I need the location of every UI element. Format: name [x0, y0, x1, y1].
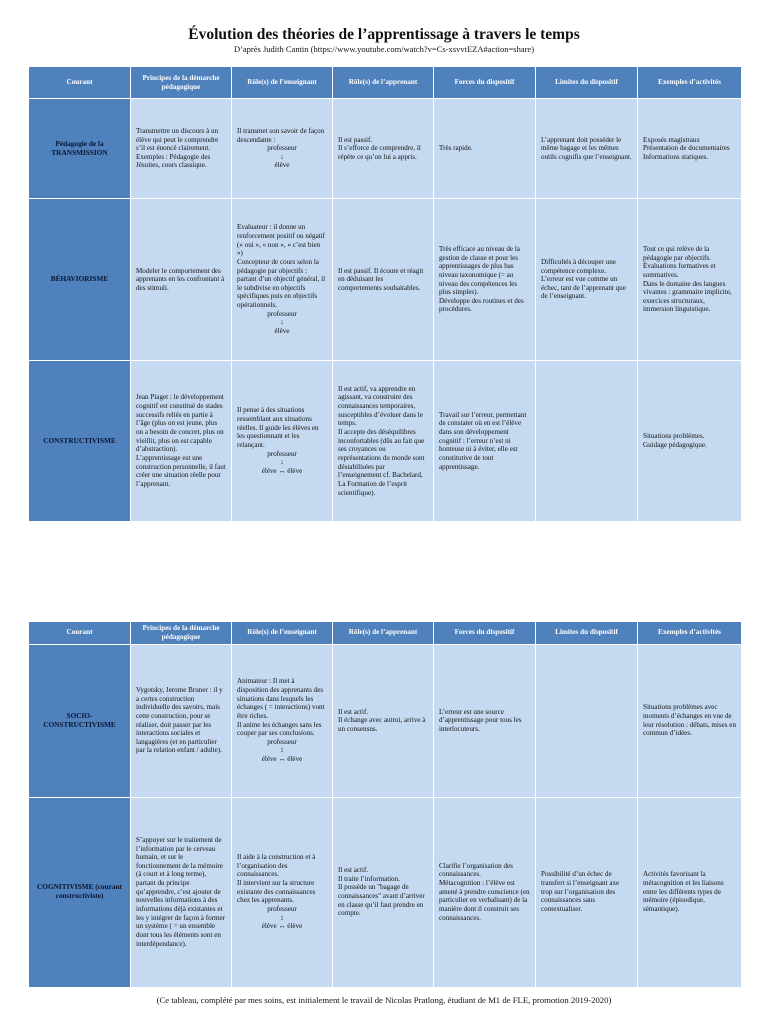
theories-table-2 — [28, 621, 742, 988]
header-role-apprenant: Rôle(s) de l’apprenant — [333, 622, 434, 645]
cell-text-line: Activités favorisant la métacognition et les liaisons entre les différents types de mémoire (épisodique, sémantique). — [643, 870, 724, 914]
cell-text-line: Informations statiques. — [643, 152, 709, 161]
role-enseignant-cell — [232, 361, 333, 522]
cell-text-line: Exposés magistraux — [643, 135, 700, 144]
cell-text-line: S’appuyer sur le traitement de l’information par le cerveau humain, et sur le fonctionnement de la mémoire (à court et à long terme), partant du principe qu’apprendre, c’est ajouter de nouvelles informations à des informations déjà existantes et les y intégrer de façon à former un système ( = un ensemble dont tous les éléments sont en interdépendance). — [136, 835, 226, 948]
forces-cell — [434, 361, 536, 522]
cell-text-line: Il anime les échanges sans les couper par ses conclusions. — [237, 720, 322, 738]
cell-text-line: L’apprentissage est une construction personnelle, il faut créer une situation réelle pour l’apprenant. — [136, 453, 226, 488]
cell-text-line: Transmettre un discours à un élève qui peut le comprendre s’il est énoncé clairement. — [136, 126, 219, 153]
forces-cell — [434, 199, 536, 361]
row-courant-name: Pédagogie de la TRANSMISSION — [29, 99, 131, 199]
table-row — [29, 797, 742, 987]
cell-text-line: élève — [274, 161, 290, 170]
cell-text-line: élève ↔ élève — [261, 755, 303, 764]
cell-text-line: Situations problèmes. — [643, 432, 705, 441]
role-enseignant-cell — [232, 797, 333, 987]
limites-cell — [536, 199, 638, 361]
cell-text-line: Il pense à des situations ressemblant aux situations réelles. Il guide les élèves en les questionnant et les relançant. — [237, 406, 319, 449]
header-role-enseignant: Rôle(s) de l’enseignant — [232, 67, 333, 99]
cell-text-line: professeur — [267, 737, 297, 746]
cell-text-line: L’erreur est une source d’apprentissage pour tous les interlocuteurs. — [439, 707, 522, 733]
cell-text-line: Evaluateur : il donne un renforcement positif ou négatif (« oui », « non », « c’est bien ») — [237, 223, 326, 258]
cell-text-line: professeur — [267, 144, 297, 153]
cell-text-line: Très efficace au niveau de la gestion de classe et pour les apprentissages de plus bas niveau taxonomique (= au niveau des compétences les plus simples). — [439, 244, 520, 297]
header-role-enseignant: Rôle(s) de l’enseignant — [232, 622, 333, 645]
cell-text-line: L’erreur est vue comme un échec, tant de l’apprenant que de l’enseignant. — [541, 275, 626, 301]
header-forces: Forces du dispositif — [434, 622, 536, 645]
cell-text-line: Il traite l’information. — [338, 874, 401, 883]
cell-text-line: élève ↔ élève — [261, 922, 303, 931]
table-row — [29, 361, 742, 522]
cell-text-line: ↓ — [280, 318, 284, 327]
cell-text-line: Concepteur de cours selon la pédagogie par objectifs : partant d’un objectif général, il le subdivise en objectifs spécifiques puis en objectifs opérationnels. — [237, 257, 326, 310]
forces-cell — [434, 797, 536, 987]
row-courant-name: CONSTRUCTIVISME — [29, 361, 131, 522]
cell-text-line: Travail sur l’erreur, permettant de constater où en est l’élève dans son développement cognitif : l’erreur n’est ni honteuse ni à éviter, elle est constitutive de tout apprentissage. — [439, 410, 527, 471]
cell-text-line: élève ↔ élève — [261, 466, 303, 475]
cell-text-line: Il intervient sur la structure existante des connaissances chez les apprenants. — [237, 879, 316, 905]
cell-text-line: Situations problèmes avec moments d’échanges en vue de leur résolution : débats, mises en commun d’idées. — [643, 703, 736, 738]
header-limites: Limites du dispositif — [536, 67, 638, 99]
row-courant-name: SOCIO-CONSTRUCTIVISME — [29, 644, 131, 797]
cell-text-line: Possibilité d’un échec de transfert si l’enseignant axe trop sur l’organisation des connaissances sans contextualiser. — [541, 870, 620, 914]
role-enseignant-cell — [232, 199, 333, 361]
cell-text-line: professeur — [267, 449, 297, 458]
header-exemples: Exemples d’activités — [638, 67, 742, 99]
cell-text-line: Guidage pédagogique. — [643, 441, 707, 449]
forces-cell — [434, 644, 536, 797]
page-subtitle: D’après Judith Cantin (https://www.youtube.com/watch?v=Cs-xsvvtEZA#action=share) — [233, 44, 535, 54]
cell-text-line: Très rapide. — [439, 144, 473, 153]
principes-cell — [131, 797, 232, 987]
principes-cell — [131, 199, 232, 361]
cell-text-line: élève — [274, 327, 290, 336]
header-courant: Courant — [29, 67, 131, 99]
cell-text-line: Jean Piaget : le développement cognitif est constitué de stades successifs reliés en partie à l’âge (plus on est jeune, plus on a besoin de concret, plus on vieillit, plus on est capable d’abstraction). — [136, 393, 224, 454]
cell-text-line: Il aide à la construction et à l’organisation des connaissances. — [237, 853, 316, 879]
cell-text-line: Dans le domaine des langues vivantes : grammaire implicite, exercices structuraux, immersion linguistique. — [643, 279, 732, 314]
limites-cell — [536, 99, 638, 199]
principes-cell — [131, 644, 232, 797]
header-limites: Limites du dispositif — [536, 622, 638, 645]
cell-text-line: ↕ — [280, 746, 284, 755]
row-courant-name: COGNITIVISME (courant constructiviste) — [29, 797, 131, 987]
role-enseignant-cell — [232, 644, 333, 797]
theories-table-1 — [28, 66, 742, 522]
exemples-cell — [638, 99, 742, 199]
cell-text-line: Métacognition : l’élève est amené à prendre conscience (en particulier en verbalisant) de la manière dont il construit ses connaissances. — [439, 879, 530, 922]
table-row — [29, 199, 742, 361]
exemples-cell — [638, 361, 742, 522]
table-header-row — [29, 622, 742, 645]
cell-text-line: ↓ — [280, 458, 284, 467]
cell-text-line: Animateur : Il met à disposition des apprenants des situations dans lesquels les échanges ( = interactions) vont être riches. — [237, 677, 325, 720]
role-enseignant-cell — [232, 99, 333, 199]
cell-text-line: Il s’efforce de comprendre, il répète ce qu’on lui a appris. — [338, 144, 421, 161]
role-apprenant-cell — [333, 99, 434, 199]
cell-text-line: Évaluations formatives et sommatives. — [643, 262, 716, 279]
principes-cell — [131, 361, 232, 522]
cell-text-line: Il est passif. — [338, 135, 373, 144]
header-role-apprenant: Rôle(s) de l’apprenant — [333, 67, 434, 99]
role-apprenant-cell — [333, 361, 434, 522]
cell-text-line: Vygotsky, Jerome Bruner : il y a certes construction individuelle des savoirs, mais cette construction, pour se réaliser, doit passer par les interactions sociales et langagières (et en particulier par la relation enfant / adulte). — [136, 686, 223, 755]
cell-text-line: Il est actif. — [338, 707, 369, 716]
role-apprenant-cell — [333, 644, 434, 797]
cell-text-line: Il accepte des déséquilibres inconfortables (dûs au fait que ses croyances ou représentations du monde sont déstabilisées par l’enseignement cf. Bachelard, La Formation de l’esprit scientifique). — [338, 428, 425, 497]
role-apprenant-cell — [333, 199, 434, 361]
principes-cell — [131, 99, 232, 199]
cell-text-line: Il échange avec autrui, arrive à un consensus. — [338, 716, 426, 733]
cell-text-line: L’apprenant doit posséder le même bagage et les mêmes outils cognifis que l’enseignant. — [541, 135, 632, 161]
exemples-cell — [638, 199, 742, 361]
header-forces: Forces du dispositif — [434, 67, 536, 99]
table-row — [29, 99, 742, 199]
cell-text-line: Clarifie l’organisation des connaissances. — [439, 861, 513, 879]
cell-text-line: ↓ — [280, 152, 284, 161]
header-courant: Courant — [29, 622, 131, 645]
cell-text-line: Il transmet son savoir de façon descendante : — [237, 126, 325, 144]
cell-text-line: professeur — [267, 905, 297, 914]
cell-text-line: professeur — [267, 309, 297, 318]
role-apprenant-cell — [333, 797, 434, 987]
limites-cell — [536, 797, 638, 987]
footer-credit: (Ce tableau, complété par mes soins, est initialement le travail de Nicolas Pratlong, étudiant de M1 de FLE, promotion 2019-2020) — [156, 995, 612, 1005]
cell-text-line: Modeler le comportement des apprenants en les confrontant à des stimuli. — [136, 266, 225, 292]
cell-text-line: Tout ce qui relève de la pédagogie par objectifs. — [643, 244, 711, 262]
limites-cell — [536, 644, 638, 797]
table-header-row — [29, 67, 742, 99]
page-title: Évolution des théories de l’apprentissage à travers le temps — [188, 26, 580, 43]
cell-text-line: ↕ — [280, 913, 284, 922]
cell-text-line: Développe des routines et des procédures. — [439, 296, 524, 314]
header-principes: Principes de la démarche pédagogique — [131, 67, 232, 99]
cell-text-line: Il est actif, va apprendre en agissant, va construire des connaissances temporaires, susceptibles d’évoluer dans le temps. — [338, 384, 423, 428]
header-principes: Principes de la démarche pédagogique — [131, 622, 232, 645]
row-courant-name: BÉHAVIORISME — [29, 199, 131, 361]
header-exemples: Exemples d’activités — [638, 622, 742, 645]
exemples-cell — [638, 797, 742, 987]
limites-cell — [536, 361, 638, 522]
exemples-cell — [638, 644, 742, 797]
cell-text-line: Il possède un "bagage de connaissances" avant d’arriver en classe qu’il faut prendre en compte. — [338, 883, 425, 918]
cell-text-line: Exemples : Pédagogie des Jésuites, cours classique. — [136, 152, 211, 170]
cell-text-line: Difficultés à découper une compétence complexe. — [541, 257, 616, 275]
cell-text-line: Présentation de documentaires — [643, 144, 730, 153]
cell-text-line: Il est actif. — [338, 866, 369, 875]
forces-cell — [434, 99, 536, 199]
table-row — [29, 644, 742, 797]
cell-text-line: Il est passif. Il écoute et réagit en déduisant les comportements souhaitables. — [338, 266, 424, 292]
